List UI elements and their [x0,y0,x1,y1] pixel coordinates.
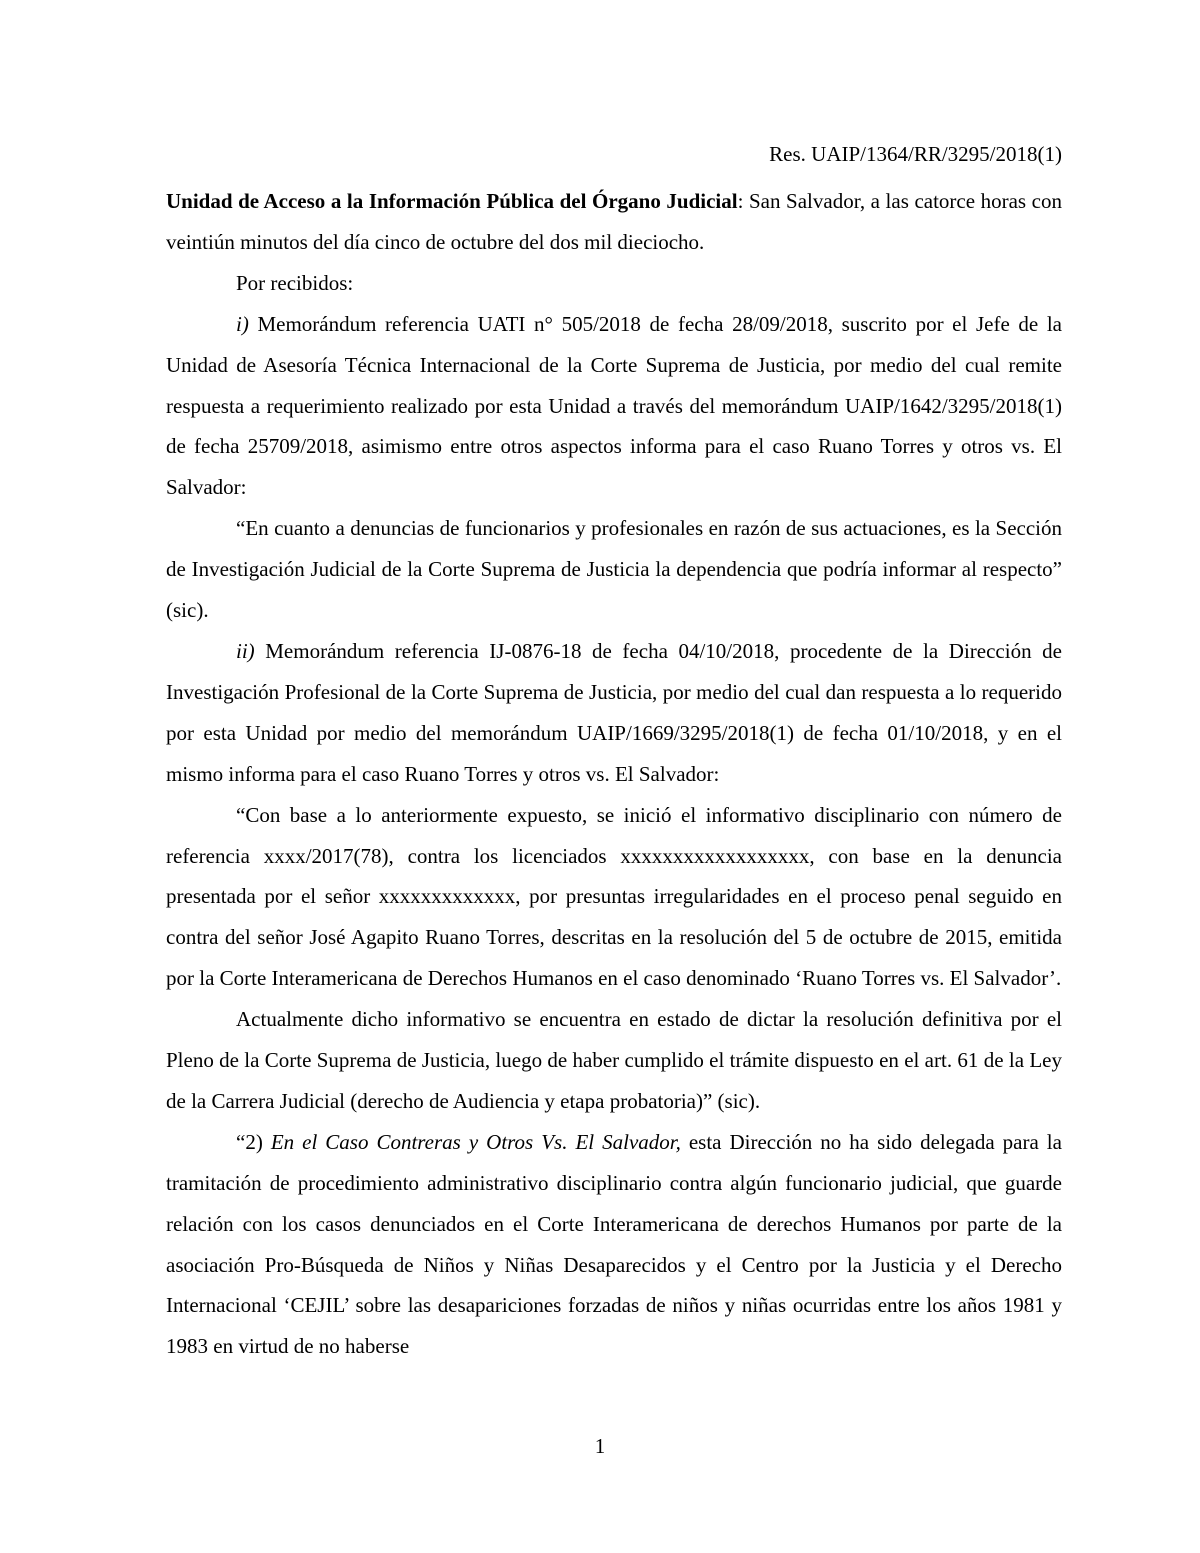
quote-contreras-open: “2) [236,1129,271,1154]
quote-contreras-case [166,1122,1062,1367]
quote-contreras-text: esta Dirección no ha sido delegada para la tramitación de procedimiento administrativo disciplinario contra algún funcionario judicial, que guarde relación con los casos denunciados en el Corte Interamericana de derechos Humanos por parte de la asociación Pro-Búsqueda de Niños y Niñas Desaparecidos y el Centro por la Justicia y el Derecho Internacional ‘CEJIL’ sobre las desapariciones forzadas de niños y niñas ocurridas entre los años 1981 y 1983 en virtud de no haberse [166,1129,1062,1359]
item-ii-text: Memorándum referencia IJ-0876-18 de fecha 04/10/2018, procedente de la Dirección de Investigación Profesional de la Corte Suprema de Justicia, por medio del cual dan respuesta a lo requerido por esta Unidad por medio del memorándum UAIP/1669/3295/2018(1) de fecha 01/10/2018, y en el mismo informa para el caso Ruano Torres y otros vs. El Salvador: [166,638,1062,786]
item-i-text: Memorándum referencia UATI n° 505/2018 de fecha 28/09/2018, suscrito por el Jefe de la Unidad de Asesoría Técnica Internacional de la Corte Suprema de Justicia, por medio del cual remite respuesta a requerimiento realizado por esta Unidad a través del memorándum UAIP/1642/3295/2018(1) de fecha 25709/2018, asimismo entre otros aspectos informa para el caso Ruano Torres y otros vs. El Salvador: [166,311,1062,500]
document-body [166,181,1062,1367]
heading-paragraph [166,181,1062,263]
item-i-paragraph [166,304,1062,509]
page-number: 1 [594,1434,606,1458]
quote-uati: “En cuanto a denuncias de funcionarios y profesionales en razón de sus actuaciones, es la Sección de Investigación Judicial de la Corte Suprema de Justicia la dependencia que podría informar al respecto” (sic). [166,516,1062,623]
heading-place-date: : San Salvador, a las catorce horas con veintiún minutos del día cinco de octubre del dos mil dieciocho. [166,189,1062,254]
quote-status: Actualmente dicho informativo se encuentra en estado de dictar la resolución definitiva por el Pleno de la Corte Suprema de Justicia, luego de haber cumplido el trámite dispuesto en el art. 61 de la Ley de la Carrera Judicial (derecho de Audiencia y etapa probatoria)” (sic). [166,1007,1062,1113]
received-label: Por recibidos: [236,270,354,295]
item-i-marker: i) [236,311,249,336]
resolution-reference: Res. UAIP/1364/RR/3295/2018(1) [769,142,1062,166]
item-ii-marker: ii) [236,638,255,663]
quote-contreras-case-name: En el Caso Contreras y Otros Vs. El Salvador, [270,1129,681,1154]
quote-investigation: “Con base a lo anteriormente expuesto, se inició el informativo disciplinario con número de referencia xxxx/2017(78), contra los licenciados xxxxxxxxxxxxxxxxxx, con base en la denuncia presentada por el señor xxxxxxxxxxxxx, por presuntas irregularidades en el proceso penal seguido en contra del señor José Agapito Ruano Torres, descritas en la resolución del 5 de octubre de 2015, emitida por la Corte Interamericana de Derechos Humanos en el caso denominado ‘Ruano Torres vs. El Salvador’. [166,802,1062,991]
issuing-unit-name: Unidad de Acceso a la Información Pública del Órgano Judicial [166,189,738,213]
item-ii-paragraph [166,631,1062,795]
